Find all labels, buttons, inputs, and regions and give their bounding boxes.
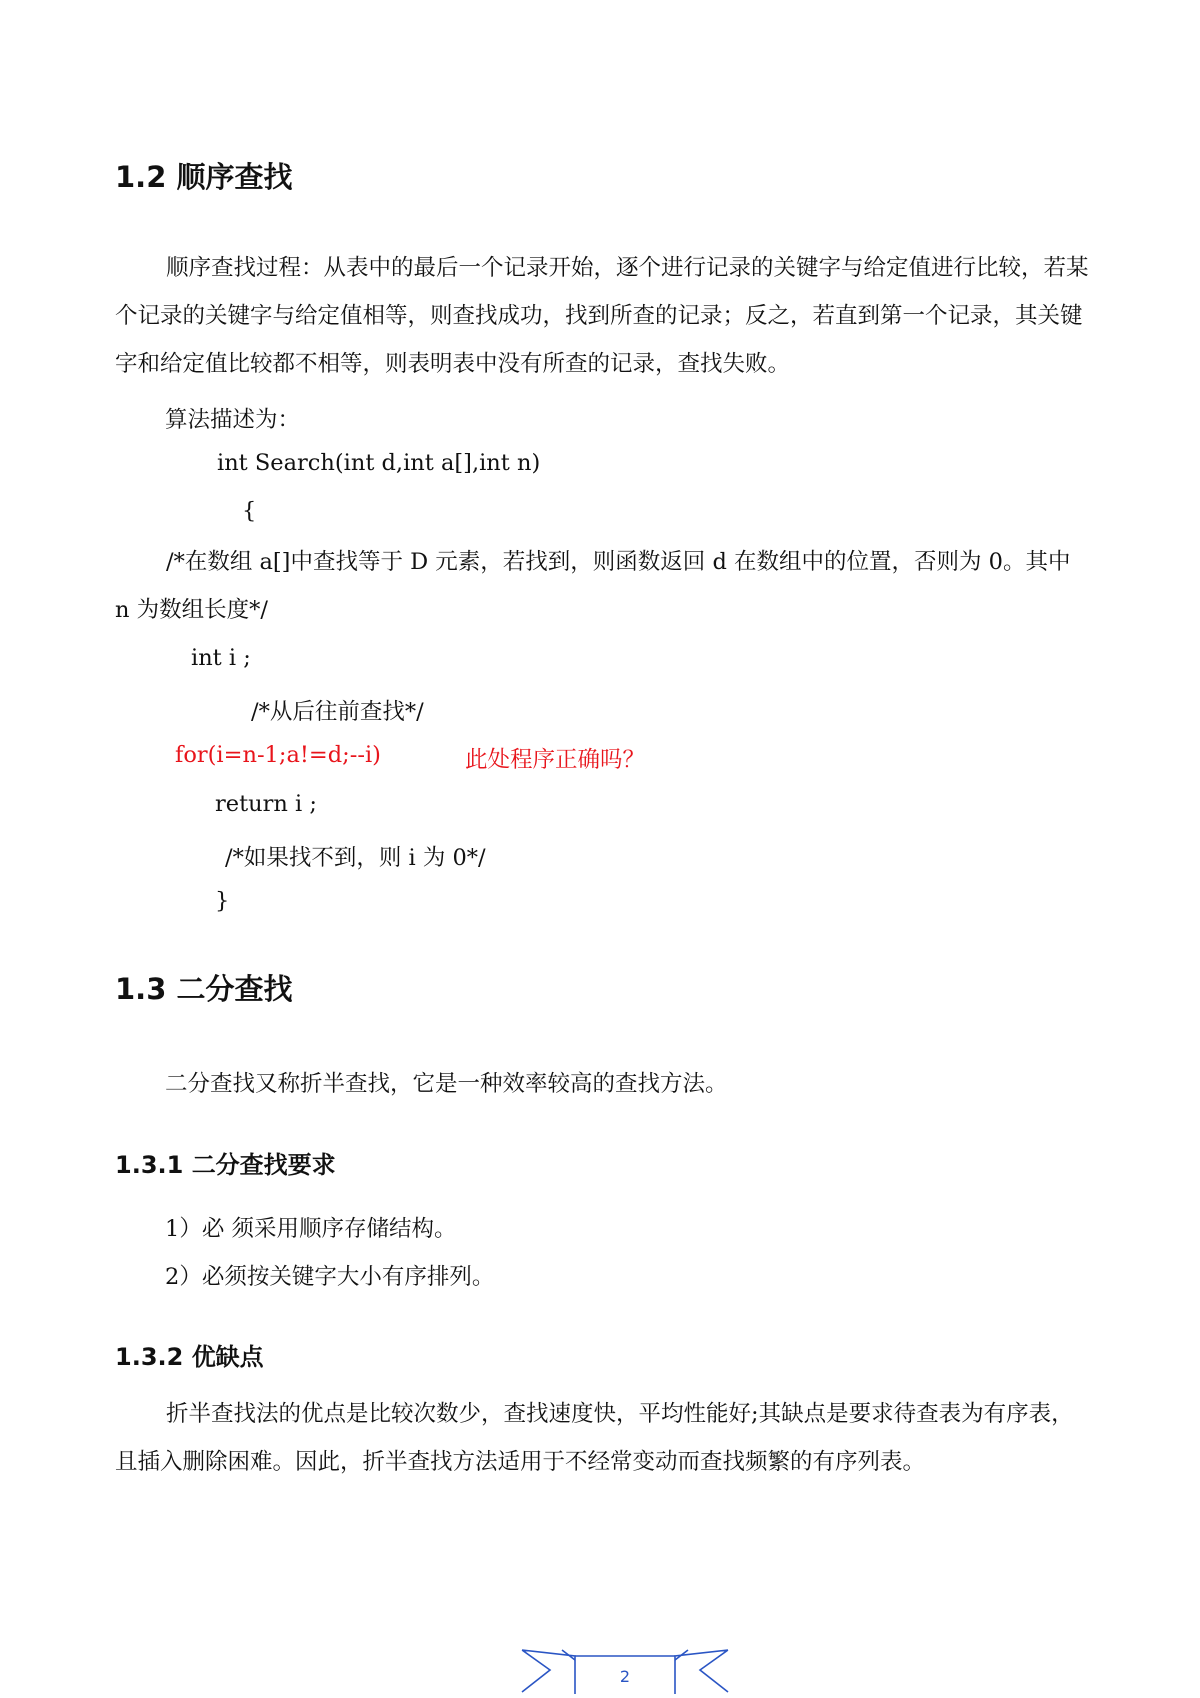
review-annotation: 此处程序正确吗？ bbox=[465, 747, 646, 773]
subsection-heading-1-3-2: 1.3.2 优缺点 bbox=[115, 1343, 264, 1371]
requirement-item-2: 2）必须按关键字大小有序排列。 bbox=[165, 1264, 495, 1290]
paragraph-sequential-search: 顺序查找过程：从表中的最后一个记录开始，逐个进行记录的关键字与给定值进行比较，若某个记录的关键字与给定值相等，则查找成功，找到所查的记录；反之，若直到第一个记录，其关键字和给定值比较都不相等，则表明表中没有所查的记录，查找失败。 bbox=[115, 255, 1089, 377]
page-footer bbox=[520, 1648, 730, 1694]
subsection-heading-1-3-1: 1.3.1 二分查找要求 bbox=[115, 1151, 336, 1179]
code-for-loop: for(i=n-1;a!=d;--i) bbox=[175, 742, 381, 768]
code-declaration: int i ; bbox=[191, 645, 251, 671]
code-return: return i ; bbox=[215, 791, 317, 817]
binary-search-intro: 二分查找又称折半查找，它是一种效率较高的查找方法。 bbox=[165, 1071, 728, 1097]
code-close-brace: } bbox=[215, 888, 230, 914]
code-open-brace: { bbox=[242, 498, 257, 524]
page-number: 2 bbox=[619, 1667, 631, 1686]
algorithm-label: 算法描述为： bbox=[165, 407, 301, 433]
code-comment-not-found: /*如果找不到，则 i 为 0*/ bbox=[225, 845, 486, 871]
code-comment-description: /*在数组 a[]中查找等于 D 元素，若找到，则函数返回 d 在数组中的位置，否则为 0。其中 n 为数组长度*/ bbox=[115, 549, 1071, 623]
requirement-item-1: 1）必 须采用顺序存储结构。 bbox=[165, 1216, 457, 1242]
paragraph-pros-cons: 折半查找法的优点是比较次数少，查找速度快，平均性能好;其缺点是要求待查表为有序表，且插入删除困难。因此，折半查找方法适用于不经常变动而查找频繁的有序列表。 bbox=[115, 1401, 1074, 1475]
section-heading-1-2: 1.2 顺序查找 bbox=[115, 160, 293, 194]
section-heading-1-3: 1.3 二分查找 bbox=[115, 972, 293, 1006]
code-comment-backward: /*从后往前查找*/ bbox=[251, 699, 424, 725]
code-signature: int Search(int d,int a[],int n) bbox=[217, 450, 541, 476]
